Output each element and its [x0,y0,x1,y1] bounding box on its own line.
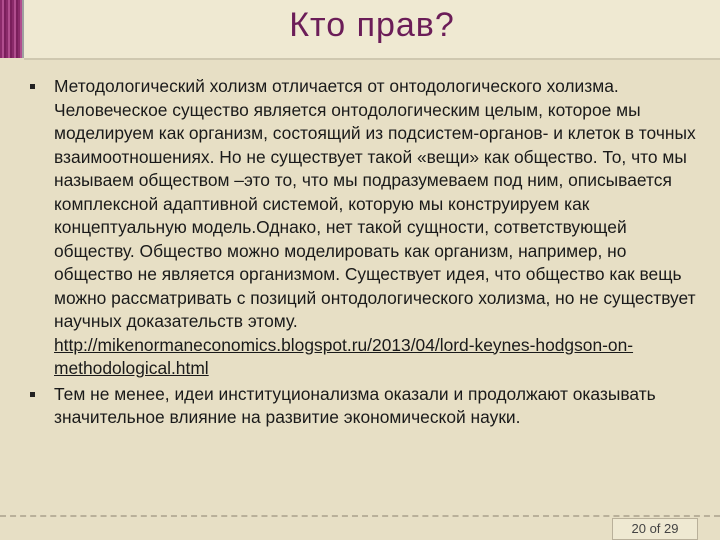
footer-divider [0,515,720,517]
bullet-text-2: Тем не менее, идеи институционализма оказали и продолжают оказывать значительное влияние на развитие экономической науки. [54,383,656,427]
slide-title: Кто прав? [289,6,455,44]
bullet-text-1: Методологический холизм отличается от онтодологического холизма. Человеческое существо является онтодологическим целым, которое мы моделируем как организм, состоящий из подсистем-органов- и клеток в точных взаимоотношениях. Но не существует такой «вещи» как общество. То, что мы называем обществом –это то, что мы подразумеваем под ним, описывается комплексной адаптивной системой, которую мы конструируем как концептуальную модель.Однако, нет такой сущности, сответствующей обществу. Общество можно моделировать как организм, например, но общество не является организмом. Существует идея, что общество как вещь можно рассматривать с позиций онтодологического холизма, но не существует научных доказательств этому. [54,76,696,331]
source-link[interactable]: http://mikenormaneconomics.blogspot.ru/2013/04/lord-keynes-hodgson-on-methodological.html [54,334,634,378]
square-bullet-icon [30,392,35,397]
title-divider [24,58,720,60]
bullet-item-2 [30,383,710,430]
square-bullet-icon [30,84,35,89]
page-indicator: 20 of 29 [612,518,698,540]
bullet-list [30,75,710,432]
bullet-item-1 [30,75,710,381]
decorative-side-bar [0,0,24,58]
